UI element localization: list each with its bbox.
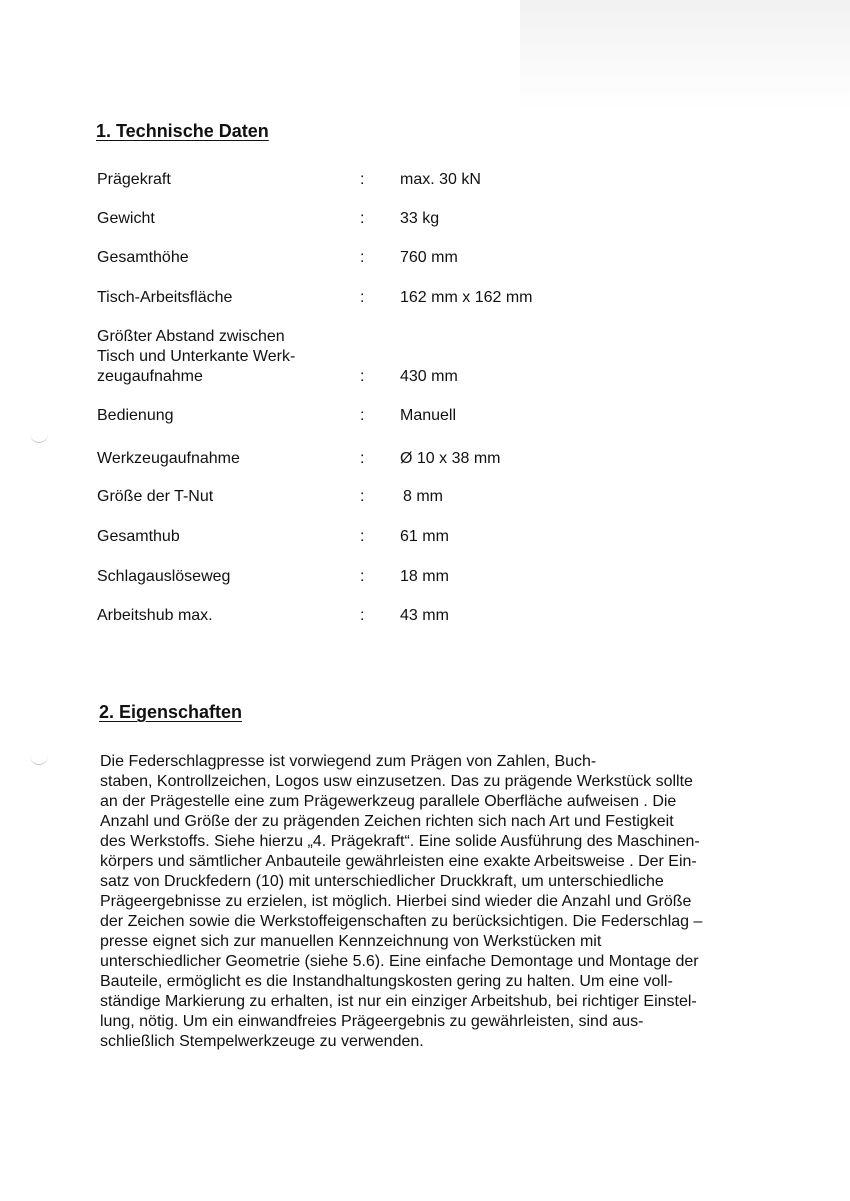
paragraph-line: Prägeergebnisse zu erzielen, ist möglich. Hierbei sind wieder die Anzahl und Größe	[100, 893, 692, 910]
spec-colon: :	[360, 488, 365, 505]
spec-label: Gewicht	[97, 210, 155, 227]
properties-paragraph	[100, 752, 760, 1052]
paragraph-line: satz von Druckfedern (10) mit unterschiedlicher Druckkraft, um unterschiedliche	[100, 873, 664, 890]
spec-label: Größter Abstand zwischen Tisch und Unterkante Werk- zeugaufnahme	[97, 328, 296, 385]
spec-value: Ø 10 x 38 mm	[400, 450, 501, 467]
paragraph-line: unterschiedlicher Geometrie (siehe 5.6). Eine einfache Demontage und Montage der	[100, 953, 699, 970]
spec-value: 18 mm	[400, 568, 449, 585]
spec-value: 43 mm	[400, 607, 449, 624]
spec-colon: :	[360, 289, 365, 306]
spec-colon: :	[360, 171, 365, 188]
spec-value: 8 mm	[403, 488, 443, 505]
paragraph-line: schließlich Stempelwerkzeuge zu verwenden.	[100, 1033, 424, 1050]
spec-colon: :	[360, 568, 365, 585]
paragraph-line: Die Federschlagpresse ist vorwiegend zum Prägen von Zahlen, Buch-	[100, 753, 597, 770]
spec-label: Gesamthöhe	[97, 249, 189, 266]
spec-value: 33 kg	[400, 210, 440, 227]
spec-value: 61 mm	[400, 528, 449, 545]
paragraph-line: staben, Kontrollzeichen, Logos usw einzusetzen. Das zu prägende Werkstück sollte	[100, 773, 693, 790]
spec-colon: :	[360, 249, 365, 266]
spec-colon: :	[360, 368, 365, 385]
section-heading-properties: 2. Eigenschaften	[99, 702, 243, 722]
paragraph-line: ständige Markierung zu erhalten, ist nur ein einziger Arbeitshub, bei richtiger Einstel-	[100, 993, 697, 1010]
spec-value: Manuell	[400, 407, 457, 424]
spec-colon: :	[360, 450, 365, 467]
spec-label: Bedienung	[97, 407, 174, 424]
scan-shading	[520, 0, 850, 110]
spec-colon: :	[360, 210, 365, 227]
spec-label: Werkzeugaufnahme	[97, 450, 240, 467]
spec-label: Größe der T-Nut	[97, 488, 214, 505]
spec-label: Prägekraft	[97, 171, 171, 188]
spec-value: 162 mm x 162 mm	[400, 289, 533, 306]
spec-colon: :	[360, 607, 365, 624]
paragraph-line: körpers und sämtlicher Anbauteile gewährleisten eine exakte Arbeitsweise . Der Ein-	[100, 853, 697, 870]
paragraph-line: Bauteile, ermöglicht es die Instandhaltungskosten gering zu halten. Um eine voll-	[100, 973, 673, 990]
paragraph-line: der Zeichen sowie die Werkstoffeigenschaften zu berücksichtigen. Die Federschlag –	[100, 913, 703, 930]
paragraph-line: presse eignet sich zur manuellen Kennzeichnung von Werkstücken mit	[100, 933, 602, 950]
spec-label: Arbeitshub max.	[97, 607, 213, 624]
paragraph-line: des Werkstoffs. Siehe hierzu „4. Prägekraft“. Eine solide Ausführung des Maschinen-	[100, 833, 700, 850]
paragraph-line: Anzahl und Größe der zu prägenden Zeichen richten sich nach Art und Festigkeit	[100, 813, 674, 830]
spec-label: Schlagauslöseweg	[97, 568, 231, 585]
punch-hole-mark	[30, 756, 48, 765]
spec-value: 760 mm	[400, 249, 458, 266]
spec-label: Gesamthub	[97, 528, 180, 545]
section-heading-technical-data: 1. Technische Daten	[96, 121, 269, 141]
punch-hole-mark	[30, 434, 48, 443]
paragraph-line: lung, nötig. Um ein einwandfreies Prägeergebnis zu gewährleisten, sind aus-	[100, 1013, 644, 1030]
paragraph-line: an der Prägestelle eine zum Prägewerkzeug parallele Oberfläche aufweisen . Die	[100, 793, 677, 810]
spec-value: 430 mm	[400, 368, 458, 385]
spec-label: Tisch-Arbeitsfläche	[97, 289, 233, 306]
spec-colon: :	[360, 528, 365, 545]
spec-value: max. 30 kN	[400, 171, 481, 188]
spec-colon: :	[360, 407, 365, 424]
